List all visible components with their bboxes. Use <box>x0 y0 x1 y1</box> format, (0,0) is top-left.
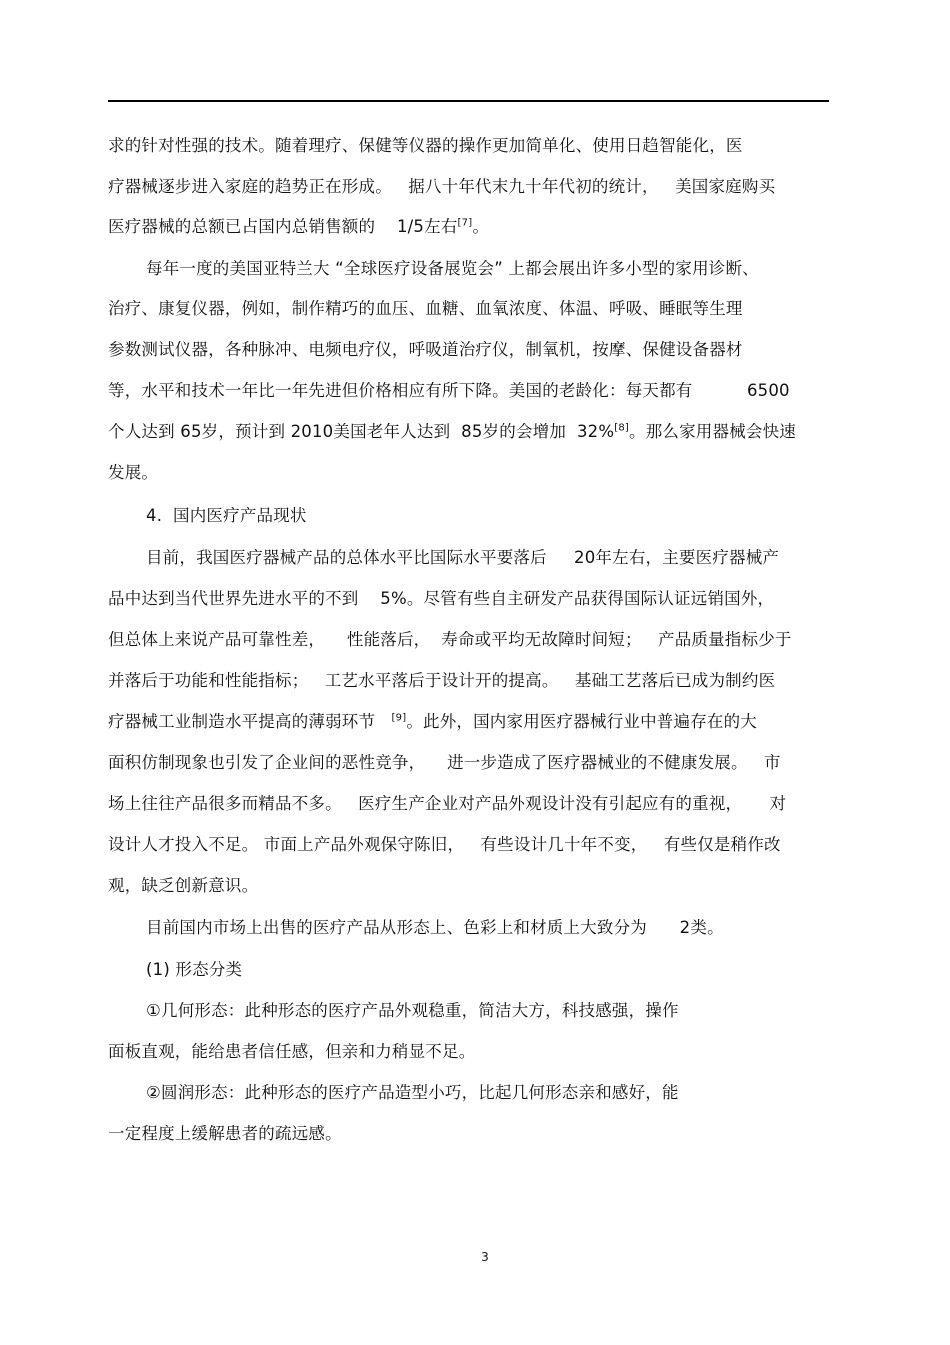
body-line-22: ①几何形态：此种形态的医疗产品外观稳重，简洁大方，科技感强，操作 <box>146 1001 679 1020</box>
body-line-18: 设计人才投入不足。 市面上产品外观保守陈旧， 有些设计几十年不变， 有些仅是稍作改 <box>108 835 781 854</box>
header-rule <box>108 100 829 102</box>
body-line-8: 个人达到 65岁，预计到 2010美国老年人达到 85岁的会增加 32%[8]。那么家用器械会快速 <box>108 422 796 441</box>
body-line-19: 观，缺乏创新意识。 <box>108 876 259 895</box>
body-line-25: 一定程度上缓解患者的疏远感。 <box>108 1124 342 1143</box>
page-number: 3 <box>481 1250 489 1264</box>
body-line-9: 发展。 <box>108 463 159 482</box>
section-heading: 4. 国内医疗产品现状 <box>146 506 307 525</box>
citation-7: [7] <box>457 217 473 229</box>
body-line-11: 目前，我国医疗器械产品的总体水平比国际水平要落后 20年左右，主要医疗器械产 <box>146 548 780 567</box>
subsection-heading: (1) 形态分类 <box>146 960 243 979</box>
body-line-5: 治疗、康复仪器，例如，制作精巧的血压、血糖、血氧浓度、体温、呼吸、睡眠等生理 <box>108 299 743 318</box>
citation-9: [9] <box>391 712 407 724</box>
body-line-17: 场上往往产品很多而精品不多。 医疗生产企业对产品外观设计没有引起应有的重视， 对 <box>108 794 787 813</box>
body-line-23: 面板直观，能给患者信任感，但亲和力稍显不足。 <box>108 1042 476 1061</box>
body-line-14: 并落后于功能和性能指标； 工艺水平落后于设计开的提高。 基础工艺落后已成为制约医 <box>108 671 776 690</box>
body-line-15: 疗器械工业制造水平提高的薄弱环节 [9]。此外，国内家用医疗器械行业中普遍存在的大 <box>108 712 758 731</box>
body-line-7: 等，水平和技术一年比一年先进但价格相应有所下降。美国的老龄化：每天都有 6500 <box>108 381 790 400</box>
body-line-2: 疗器械逐步进入家庭的趋势正在形成。 据八十年代末九十年代初的统计， 美国家庭购买 <box>108 177 776 196</box>
body-line-20: 目前国内市场上出售的医疗产品从形态上、色彩上和材质上大致分为 2类。 <box>146 918 724 937</box>
body-line-13: 但总体上来说产品可靠性差， 性能落后， 寿命或平均无故障时间短； 产品质量指标少于 <box>108 630 792 649</box>
body-line-12: 品中达到当代世界先进水平的不到 5%。尽管有些自主研发产品获得国际认证远销国外， <box>108 589 775 608</box>
body-line-4: 每年一度的美国亚特兰大 “全球医疗设备展览会” 上都会展出许多小型的家用诊断、 <box>146 259 759 278</box>
citation-8: [8] <box>614 422 629 434</box>
body-line-3: 医疗器械的总额已占国内总销售额的 1/5左右[7]。 <box>108 217 490 236</box>
body-line-1: 求的针对性强的技术。随着理疗、保健等仪器的操作更加简单化、使用日趋智能化，医 <box>108 136 743 155</box>
body-line-24: ②圆润形态：此种形态的医疗产品造型小巧，比起几何形态亲和感好，能 <box>146 1083 679 1102</box>
body-line-16: 面积仿制现象也引发了企业间的恶性竞争， 进一步造成了医疗器械业的不健康发展。 市 <box>108 753 781 772</box>
body-line-6: 参数测试仪器，各种脉冲、电频电疗仪，呼吸道治疗仪，制氧机，按摩、保健设备器材 <box>108 340 743 359</box>
